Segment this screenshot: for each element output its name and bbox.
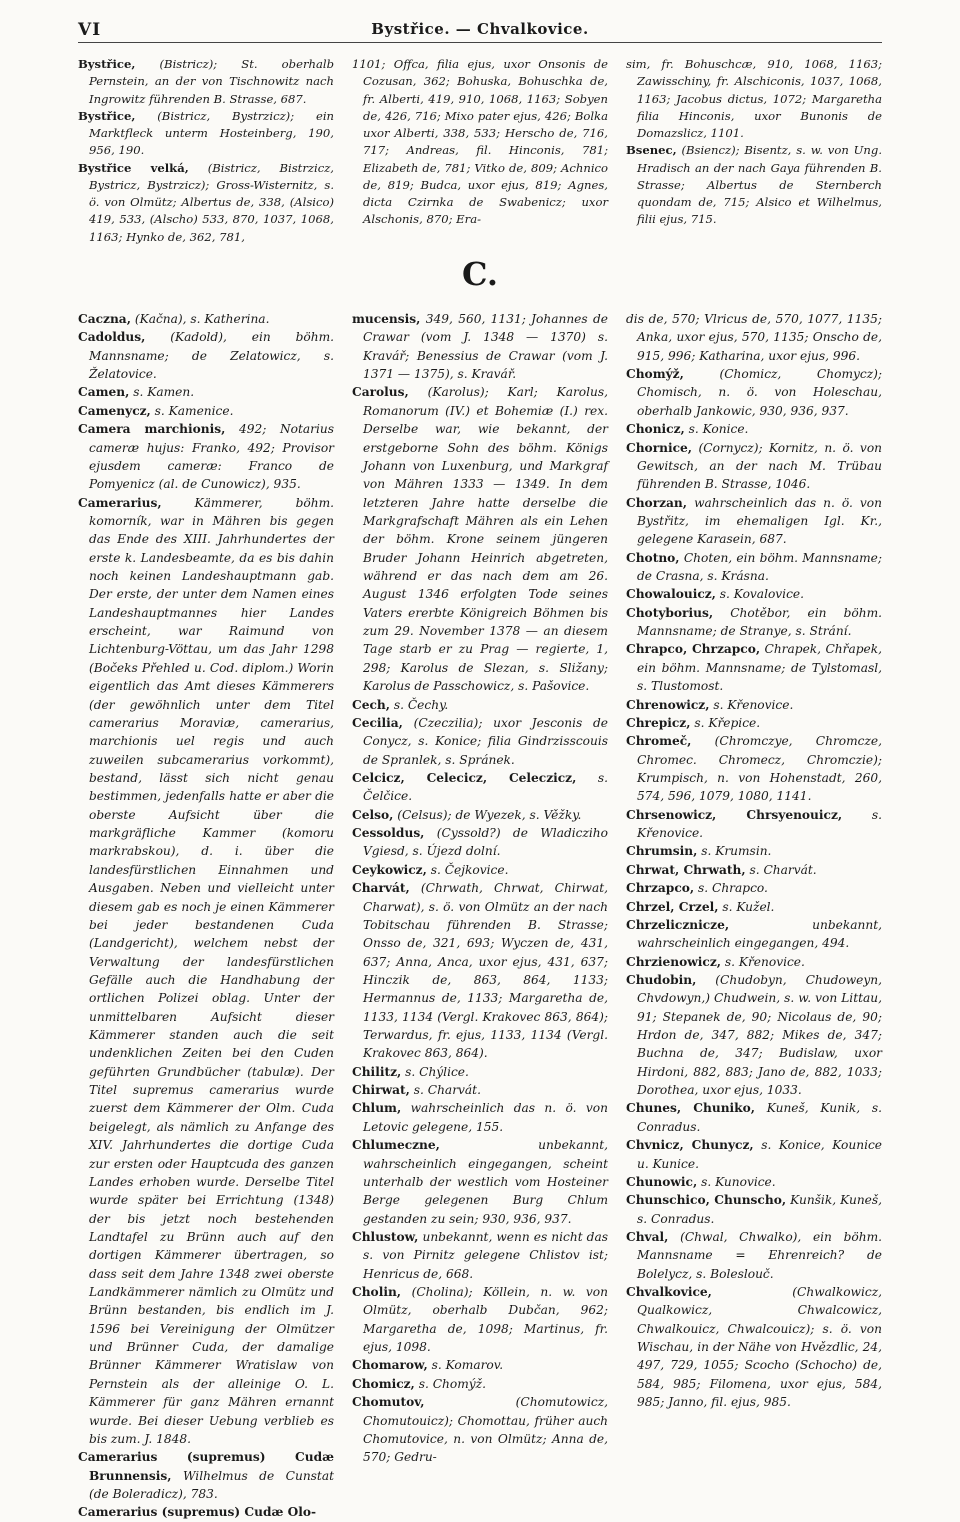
entry-text: unbekannt, wahrscheinlich eingegangen, 494. [637,917,882,951]
entry-headword: Chirwat, [352,1083,410,1098]
entry-text: s. Kužel. [722,899,775,914]
dictionary-entry [352,806,608,824]
dictionary-entry [626,494,882,549]
dictionary-entry [352,1099,608,1136]
entry-text: (Kadold), ein böhm. Mannsname; de Zelatowicz, s. Želatovice. [89,330,334,382]
entry-headword: Chrsenowicz, Chrsyenouicz, [626,807,843,822]
entry-headword: Chvalkovice, [626,1285,712,1300]
entry-headword: Chromeč, [626,734,692,749]
entry-text: s. Čelčice. [363,770,608,804]
entry-headword: Chrenowicz, [626,697,710,712]
dictionary-entry [626,1283,882,1412]
dictionary-entry [78,1448,334,1503]
entry-headword: Chomutov, [352,1395,425,1410]
entry-text: s. Kamen. [133,385,195,400]
dictionary-entry [352,1063,608,1081]
entry-headword: Ceykowicz, [352,862,427,877]
section-letter: C. [461,255,499,293]
dictionary-entry [626,696,882,714]
entry-text: (Chwalkowicz, Qualkowicz, Chwalcowicz, Chwalkouicz, Chwalcouicz); s. ö. von Wischau, in der Nähe von Hvězdlic, 24, 497, 729, 1055; Scocho (Schocho) de, 584, 985; Filomena, uxor ejus, 584, 985; Janno, fil. ejus, 985. [637,1285,882,1410]
entry-text: wahrscheinlich das n. ö. von Bystřitz, im ehemaligen Igl. Kr., gelegene Karasein, 687. [637,495,882,547]
entry-headword: Chrzienowicz, [626,954,721,969]
dictionary-entry [352,1356,608,1374]
dictionary-entry [626,806,882,843]
entry-text: (Karolus); Karl; Karolus, Romanorum (IV.) et Bohemiæ (I.) rex. Derselbe war, wie bekannt, der erstgeborne Sohn des böhm. Königs Johann von Luxenburg, und Markgraf von Mähren 1333 — 1349. In dem letzteren Jahre hatte derselbe die Markgrafschaft Mähren als ein Lehen der böhm. Krone seinem jüngeren Bruder Johann Heinrich abgetreten, während er das nach dem am 26. August 1346 erfolgten Tode seines Vaters ererbte Königreich Böhmen bis zum 29. November 1378 — an diesem Tage starb er zu Prag — regierte, 1, 298; Karolus de Slezan, s. Sližany; Karolus de Passchowicz, s. Pašovice. [363,385,608,694]
entry-text: s. Kovalovice. [719,587,804,602]
entry-headword: Camera marchionis, [78,422,226,437]
dictionary-entry [626,420,882,438]
dictionary-entry [78,310,334,328]
dictionary-entry [78,328,334,383]
dictionary-entry [78,383,334,401]
entry-text: (Cholina); Köllein, n. w. von Olmütz, oberhalb Dubčan, 962; Margaretha de, 1098; Martinus, fr. ejus, 1098. [363,1285,608,1355]
entry-headword: Celso, [352,807,394,822]
entry-text: dis de, 570; Vlricus de, 570, 1077, 1135; Anka, uxor ejus, 570, 1135; Onscho de, 915, 996; Katharina, uxor ejus, 996. [626,312,882,363]
dictionary-entry [352,1081,608,1099]
dictionary-entry [626,732,882,805]
entry-text: (Chudobyn, Chudoweyn, Chvdowyn,) Chudwein, s. w. von Littau, 91; Stepanek de, 90; Nicolaus de, 90; Hrdon de, 347, 882; Mikes de, 347; Buchna de, 347; Budislaw, uxor Hirdoni, 882, 883; Jano de, 882, 1033; Dorothea, uxor ejus, 1033. [637,972,883,1098]
dictionary-entry [626,898,882,916]
entry-headword: Chlum, [352,1101,402,1116]
entry-headword: Chrzapco, [626,881,695,896]
dictionary-entry [78,108,334,160]
dictionary-entry [352,310,608,383]
dictionary-entry [626,1173,882,1191]
dictionary-entry [626,585,882,603]
entry-headword: Cessoldus, [352,826,425,841]
entry-text: wahrscheinlich das n. ö. von Letovic gelegene, 155. [363,1101,608,1134]
entry-text: s. Krumsin. [701,844,772,859]
dictionary-entry [78,1503,334,1521]
entry-text: unbekannt, wenn es nicht das s. von Pirnitz gelegene Chlistov ist; Henricus de, 668. [363,1229,608,1281]
entry-text: (Cornycz); Kornitz, n. ö. von Gewitsch, an der nach M. Trübau führenden B. Strasse, 1046. [637,440,883,492]
dictionary-entry [626,604,882,641]
entry-headword: Chlumeczne, [352,1138,440,1153]
entry-text: (Chrwath, Chrwat, Chirwat, Charwat), s. ö. von Olmütz an der nach Tobitschau führenden B. Strasse; Onsso de, 321, 693; Wyczen de, 431, 637; Anna, Anca, uxor ejus, 431, 637; Hinczik de, 863, 864, 1133; Hermannus de, 1133; Margaretha de, 1133, 1134 (Vergl. Krakovec 863, 864); Terwardus, fr. ejus, 1133, 1134 (Vergl. Krakovec 863, 864). [363,881,608,1061]
top-column [626,56,882,248]
dictionary-entry [352,1393,608,1466]
entry-text: Kämmerer, böhm. komorník, war in Mähren bis gegen das Ende des XIII. Jahrhundertes der erste k. Landesbeamte, da es bis dahin noch keinen Landeshauptmann gab. Der erste, der unter dem Namen eines Landeshauptmannes hier Landes erscheint, war Raimund von Lichtenburg-Vöttau, um das Jahr 1298 (Bočeks Přehled u. Cod. diplom.) Worin eigentlich das Amt dieses Kämmerers (der gewöhnlich unter dem Titel camerarius Moraviæ, camerarius, marchionis uel regis und auch zuweilen subcamerarius vorkommt), bestand, lässt sich nicht genau bestimmen, jedenfalls hatte er aber die oberste Aufsicht über die markgräfliche Kammer (komoru markrabskou), d. i. über die landesfürstlichen Einnahmen und Ausgaben. Neben und vielleicht unter diesem gab es noch je einen Kämmerer bei jeder bestandenen Cuda (Landgericht), welchem nebst der Verwaltung der landesfürstlichen Gefälle auch die Handhabung der ortlichen Polizei oblag. Unter der unmittelbaren Aufsicht dieser Kämmerer standen auch die seit undenklichen Zeiten bei den Cuden geführten Grundbücher (tabulæ). Der Titel supremus camerarius wurde zuerst dem Kämmerer der Olm. Cuda beigelegt, als nämlich zu Anfange des XIV. Jahrhundertes die dortige Cuda zur ersten oder Hauptcuda des ganzen Landes erhoben wurde. Derselbe Titel wurde später bei Errichtung (1348) der bis jetzt noch bestehenden Landtafel zu Brünn auch auf den dortigen Kämmerer übertragen, so dass seit dem Jahre 1348 zwei oberste Landkämmerer nämlich zu Olmütz und Brünn bestanden, bis endlich im J. 1596 bei Vereinigung der Olmützer und Brünner Cuda, der damalige Brünner Kämmerer Wratislaw von Pernstein als der alleinige O. L. Kämmerer für ganz Mähren ernannt wurde. Bei dieser Uebung verblieb es bis zum. J. 1848. [89,495,335,1446]
entry-text: s. Čejkovice. [430,862,509,877]
entry-headword: Chvnicz, Chunycz, [626,1138,754,1153]
dictionary-entry [352,861,608,879]
entry-text: (Chomicz, Chomycz); Chomisch, n. ö. von Holeschau, oberhalb Jankowic, 930, 936, 937. [637,367,882,418]
entry-headword: Chudobin, [626,972,697,987]
entry-headword: Charvát, [352,881,410,896]
dictionary-entry [626,971,882,1100]
entry-text: Choten, ein böhm. Mannsname; de Crasna, s. Krásna. [637,550,883,584]
dictionary-entry [352,383,608,695]
dictionary-entry [626,56,882,142]
main-column [78,310,334,1522]
entry-headword: Chomýž, [626,367,684,382]
top-column [78,56,334,248]
entry-headword: Chrepicz, [626,715,691,730]
entry-text: (Bistricz, Bistrzicz, Bystricz, Bystrzicz); Gross-Wisternitz, s. ö. von Olmütz; Albertus de, 338, (Alsico) 419, 533, (Alscho) 533, 870, 1037, 1068, 1163; Hynko de, 362, 781, [89,160,334,244]
top-entries [78,56,882,248]
entry-text: Wilhelmus de Cunstat (de Boleradicz), 783. [89,1468,334,1501]
entry-text: s. Konice. [688,422,749,437]
dictionary-entry [352,56,608,229]
entry-text: s. Kamenice. [154,403,234,418]
entry-text: s. Charvát. [413,1083,481,1098]
dictionary-entry [626,640,882,695]
entry-text: (Bsiencz); Bisentz, s. w. von Ung. Hradisch an der nach Gaya führenden B. Strasse; Albertus de Sternberch quondam de, 715; Alsico et Wilhelmus, filii ejus, 715. [637,143,883,227]
entry-text: s. Křepice. [694,715,761,730]
entry-headword: Cech, [352,697,390,712]
entry-headword: Bsenec, [626,143,677,158]
entry-text: s. Konice, Kounice u. Kunice. [637,1138,883,1171]
entry-headword: Caczna, [78,312,131,326]
main-column [626,310,882,1522]
entry-text: s. Kunovice. [701,1174,776,1189]
entry-text: s. Křenovice. [713,697,794,712]
entry-headword: Chorzan, [626,495,688,510]
dictionary-entry [626,1136,882,1173]
entry-text: s. Komarov. [431,1358,504,1373]
entry-headword: Chrumsin, [626,844,698,859]
entry-headword: Chotyborius, [626,605,714,620]
dictionary-entry [626,1228,882,1283]
dictionary-entry [626,142,882,228]
page-number: VI [78,20,102,40]
entry-headword: Chornice, [626,440,693,455]
dictionary-entry [626,714,882,732]
entry-text: (Chwal, Chwalko), ein böhm. Mannsname = Ehrenreich? de Bolelycz, s. Boleslouč. [637,1229,882,1281]
entry-text: s. Čechy. [393,697,449,712]
entry-headword: Chonicz, [626,422,685,437]
entry-headword: Chomarow, [352,1358,428,1373]
entry-headword: Carolus, [352,385,409,400]
entry-headword: Chrwat, Chrwath, [626,862,746,877]
entry-text: (Chomutowicz, Chomutouicz); Chomottau, früher auch Chomutovice, n. von Olmütz; Anna de, 570; Gedru- [363,1395,608,1465]
entry-text: (Kačna), s. Katherina. [134,312,270,326]
dictionary-entry [626,1099,882,1136]
entry-text: s. Křenovice. [724,954,805,969]
dictionary-entry [626,879,882,897]
entry-text: s. Chýlice. [405,1064,469,1079]
dictionary-entry [626,861,882,879]
page-header [78,14,882,43]
entry-headword: Camerarius, [78,495,162,510]
dictionary-entry [626,842,882,860]
dictionary-entry [352,1375,608,1393]
dictionary-entry [352,824,608,861]
dictionary-entry [352,696,608,714]
entry-text: 349, 560, 1131; Johannes de Crawar (vom J. 1348 — 1370) s. Kravář; Benessius de Crawar (vom J. 1371 — 1375), s. Kravář. [363,312,608,382]
entry-headword: Cholin, [352,1285,402,1300]
dictionary-entry [626,1191,882,1228]
entry-text: (Bistricz, Bystrzicz); ein Marktfleck unterm Hosteinberg, 190, 956, 190. [89,108,335,158]
entry-headword: Chrzel, Crzel, [626,899,719,914]
dictionary-entry [352,714,608,769]
entry-headword: Chunes, Chuniko, [626,1101,755,1116]
dictionary-entry [352,1228,608,1283]
entry-text: s. Křenovice. [637,807,883,841]
entry-headword: Bystřice, [78,57,136,71]
entry-text: sim, fr. Bohuschcæ, 910, 1068, 1163; Zawisschiny, fr. Alschiconis, 1037, 1068, 1163; Jacobus dictus, 1072; Margaretha filia Hinconis, uxor Bunonis de Domazslicz, 1101. [626,57,882,141]
entry-headword: Bystřice, [78,108,136,123]
entry-headword: Chrapco, Chrzapco, [626,642,761,657]
entry-text: s. Charvát. [749,862,817,877]
entry-headword: Chrzelicznicze, [626,917,730,932]
entry-headword: Chomicz, [352,1376,415,1391]
dictionary-entry [352,879,608,1063]
entry-headword: Chowalouicz, [626,587,716,602]
entry-headword: Cadoldus, [78,330,146,345]
entry-headword: Camerarius (supremus) Cudæ Brunnensis, [78,1450,334,1483]
dictionary-entry [78,420,334,493]
entry-headword: Chval, [626,1229,669,1244]
entry-text: 492; Notarius cameræ hujus: Franko, 492; Provisor ejusdem cameræ: Franco de Pomyenicz (al. de Cunowicz), 935. [89,422,334,492]
entry-headword: Chlustow, [352,1229,419,1244]
top-column [352,56,608,248]
entry-text: Chrapek, Chřapek, ein böhm. Mannsname; de Tylstomasl, s. Tlustomost. [637,642,882,694]
dictionary-entry [626,310,882,365]
entry-headword: Camerarius (supremus) Cudæ Olo- [78,1505,317,1520]
entry-text: (Chromczye, Chromcze, Chromec. Chromecz, Chromczie); Krumpisch, n. von Hohenstadt, 260, 574, 596, 1079, 1080, 1141. [637,734,882,804]
dictionary-entry [626,549,882,586]
entry-headword: Camenycz, [78,403,151,418]
dictionary-entry [626,916,882,953]
dictionary-entry [352,1136,608,1228]
main-entries [78,310,883,1520]
entry-headword: Chunowic, [626,1174,698,1189]
dictionary-entry [352,769,608,806]
entry-headword: Camen, [78,385,130,400]
entry-text: unbekannt, wahrscheinlich eingegangen, scheint unterhalb der westlich vom Hosteiner Berge gelegenen Burg Chlum gestanden zu sein; 930, 936, 937. [363,1138,608,1226]
entry-headword: Chunschico, Chunscho, [626,1193,787,1208]
entry-headword: mucensis, [352,312,421,326]
entry-text: (Cyssold?) de Wladicziho Vgiesd, s. Újezd dolní. [363,826,608,859]
entry-text: (Celsus); de Wyezek, s. Věžky. [397,807,582,822]
dictionary-entry [626,439,882,494]
main-column [352,310,608,1522]
dictionary-entry [78,160,334,246]
dictionary-entry [352,1283,608,1356]
entry-text: Kunšik, Kuneš, s. Conradus. [637,1193,883,1226]
entry-text: Kuneš, Kunik, s. Conradus. [637,1101,882,1134]
entry-headword: Cecilia, [352,715,403,730]
running-head: Bystřice. — Chvalkovice. [371,20,589,38]
dictionary-entry [78,494,334,1449]
dictionary-entry [78,402,334,420]
entry-text: 1101; Offca, filia ejus, uxor Onsonis de Cozusan, 362; Bohuska, Bohuschka de, fr. Alberti, 419, 910, 1068, 1163; Sobyen de, 426, 716; Mixo pater ejus, 426; Bolka uxor Alberti, 338, 533; Herscho de, 716, 717; Andreas, fil. Hinconis, 781; Elizabeth de, 781; Vitko de, 809; Achnico de, 819; Budca, uxor ejus, 819; Agnes, dicta Czirnka de Swabenicz; uxor Alschonis, 870; Era- [352,57,608,227]
entry-text: (Czeczilia); uxor Jesconis de Conycz, s. Konice; filia Gindrzisscouis de Spranlek, s. Spránek. [363,715,609,767]
entry-text: Chotěbor, ein böhm. Mannsname; de Stranye, s. Strání. [637,605,882,639]
entry-text: s. Chrapco. [698,881,768,896]
entry-headword: Chotno, [626,550,680,565]
entry-text: s. Chomýž. [418,1376,486,1391]
entry-text: (Bistricz); St. oberhalb Pernstein, an der von Tischnowitz nach Ingrowitz führenden B. Strasse, 687. [89,57,334,106]
dictionary-entry [626,953,882,971]
dictionary-entry [78,56,334,108]
entry-headword: Celcicz, Celecicz, Celeczicz, [352,770,577,785]
entry-headword: Bystřice velká, [78,160,189,175]
entry-headword: Chilitz, [352,1064,402,1079]
dictionary-entry [626,365,882,420]
